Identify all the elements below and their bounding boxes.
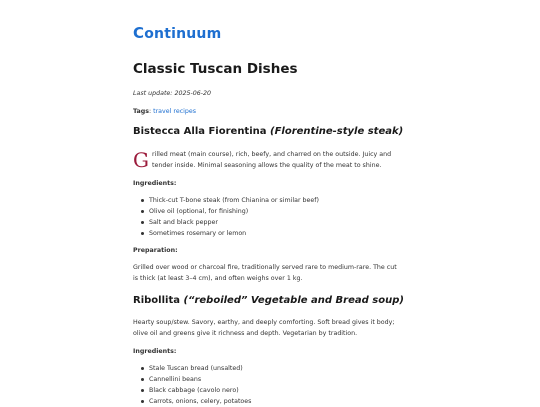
dish-heading-bistecca: [133, 126, 403, 137]
ingredients-list: [133, 195, 403, 239]
logo-text: ontinuum: [144, 26, 222, 42]
dish-subtitle: (“reboiled” Vegetable and Bread soup): [183, 295, 404, 306]
last-update: [133, 90, 211, 97]
tag-link-travel-recipes[interactable]: travel recipes: [153, 108, 197, 115]
dish-description-text: rilled meat (main course), rich, beefy, and charred on the outside. Juicy and tender inside. Minimal seasoning allows the quality of the meat to shine.: [151, 151, 392, 169]
logo-initial: C: [133, 24, 145, 42]
dish-name: Bistecca Alla Fiorentina: [133, 126, 267, 137]
preparation-text: Grilled over wood or charcoal fire, traditionally served rare to medium-rare. The cut is thick (at least 3–4 cm), and often weighs over 1 kg.: [133, 264, 397, 282]
dish-description: Hearty soup/stew. Savory, earthy, and deeply comforting. Soft bread gives it body; olive oil and greens give it richness and depth. Vegetarian by tradition.: [133, 319, 395, 337]
last-update-date: 2025-06-20: [174, 90, 212, 97]
list-item: Sometimes rosemary or lemon: [133, 228, 403, 239]
drop-cap: G: [133, 148, 149, 172]
site-logo[interactable]: [133, 24, 413, 42]
list-item: Olive oil (optional, for finishing): [133, 206, 403, 217]
last-update-label: Last update:: [133, 90, 173, 97]
ingredients-list: [133, 363, 403, 407]
ingredients-label: Ingredients:: [133, 180, 177, 187]
tags-label: Tags: [133, 108, 149, 115]
list-item: Salt and black pepper: [133, 217, 403, 228]
preparation-label: Preparation:: [133, 247, 178, 254]
list-item: Black cabbage (cavolo nero): [133, 385, 403, 396]
dish-name: Ribollita: [133, 295, 180, 306]
dish-subtitle: (Florentine-style steak): [270, 126, 404, 137]
list-item: Stale Tuscan bread (unsalted): [133, 363, 403, 374]
page-title: Classic Tuscan Dishes: [133, 61, 298, 77]
list-item: Cannellini beans: [133, 374, 403, 385]
article: [133, 24, 413, 405]
dish-heading-ribollita: [133, 295, 404, 306]
list-item: Thick-cut T-bone steak (from Chianina or similar beef): [133, 195, 403, 206]
ingredients-label: Ingredients:: [133, 348, 177, 355]
list-item: Carrots, onions, celery, potatoes: [133, 396, 403, 407]
dish-description: [133, 150, 403, 171]
tags-line: Tags: travel recipes: [133, 108, 197, 115]
